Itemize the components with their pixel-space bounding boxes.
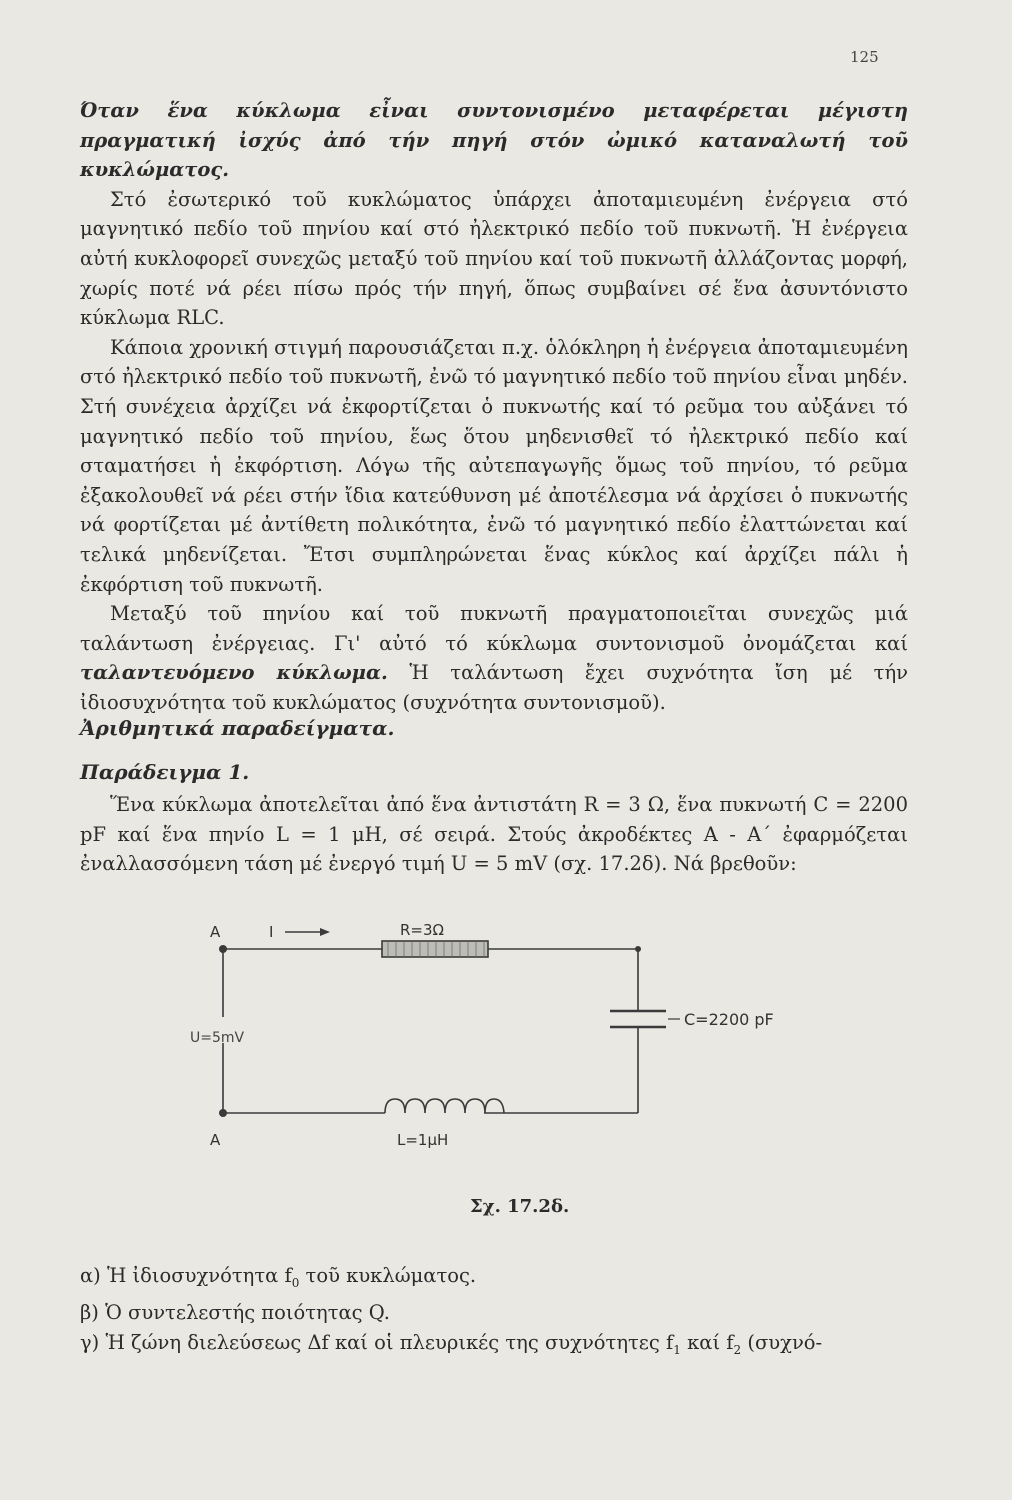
- circuit-diagram: [190, 905, 830, 1159]
- terminal-bottom-label: A: [210, 1131, 221, 1149]
- junction-top-right: [635, 946, 641, 952]
- current-arrow-head: [320, 928, 330, 936]
- question-c: [80, 1328, 908, 1365]
- question-a: [80, 1261, 908, 1298]
- question-a-suffix: τοῦ κυκλώματος.: [299, 1264, 477, 1287]
- question-c-subscript-2: 2: [733, 1342, 742, 1357]
- capacitor-label: C=2200 pF: [684, 1010, 774, 1029]
- voltage-label: U=5mV: [190, 1030, 245, 1046]
- oscillating-circuit-term: ταλαντευόμενο κύκλωμα.: [80, 661, 388, 685]
- resistor-label: R=3Ω: [400, 921, 444, 939]
- terminal-top-dot: [219, 945, 227, 953]
- oscillation-text-start: Μεταξύ τοῦ πηνίου καί τοῦ πυκνωτῆ πραγματοποιεῖται συνεχῶς μιά ταλάντωση ἐνέργειας. Γι' αὐτό τό κύκλωμα συντονισμοῦ ὀνομάζεται καί: [80, 602, 908, 655]
- resistor-symbol: [382, 941, 488, 957]
- paragraph-energy-exchange: Κάποια χρονική στιγμή παρουσιάζεται π.χ. ὁλόκληρη ἡ ἐνέργεια ἀποταμιευμένη στό ἠλεκτρικό πεδίο τοῦ πυκνωτῆ, ἐνῶ τό μαγνητικό πεδίο τοῦ πηνίου εἶναι μηδέν. Στή συνέχεια ἀρχίζει νά ἐκφορτίζεται ὁ πυκνωτής καί τό ρεῦμα του αὐξάνει τό μαγνητικό πεδίο τοῦ πηνίου, ἕως ὅτου μηδενισθεῖ τό ἠλεκτρικό πεδίο καί σταματήσει ἡ ἐκφόρτιση. Λόγω τῆς αὐτεπαγωγῆς ὅμως τοῦ πηνίου, τό ρεῦμα ἐξακολουθεῖ νά ρέει στήν ἴδια κατεύθυνση μέ ἀποτέλεσμα νά ἀρχίσει ὁ πυκνωτής νά φορτίζεται μέ ἀντίθετη πολικότητα, ἐνῶ τό μαγνητικό πεδίο ἐλαττώνεται καί τελικά μηδενίζεται. Ἔτσι συμπληρώνεται ἕνας κύκλος καί ἀρχίζει πάλι ἡ ἐκφόρτιση τοῦ πυκνωτῆ.: [80, 335, 908, 596]
- example-1-text: Ἕνα κύκλωμα ἀποτελεῖται ἀπό ἕνα ἀντιστάτη R = 3 Ω, ἕνα πυκνωτή C = 2200 pF καί ἕνα πηνίο L = 1 μH, σέ σειρά. Στούς ἀκροδέκτες Α - Α΄ ἐφαρμόζεται ἐναλλασσόμενη τάση μέ ἐνεργό τιμή U = 5 mV (σχ. 17.2δ). Νά βρεθοῦν:: [80, 793, 908, 876]
- terminal-top-label: A: [210, 923, 221, 941]
- question-c-suffix: (συχνό-: [741, 1330, 823, 1354]
- figure-caption: Σχ. 17.2δ.: [470, 1196, 570, 1217]
- paragraph-energy-storage: Στό ἐσωτερικό τοῦ κυκλώματος ὑπάρχει ἀποταμιευμένη ἐνέργεια στό μαγνητικό πεδίο τοῦ πηνίου καί στό ἠλεκτρικό πεδίο τοῦ πυκνωτῆ. Ἡ ἐνέργεια αὐτή κυκλοφορεῖ συνεχῶς μεταξύ τοῦ πηνίου καί τοῦ πυκνωτῆ ἀλλάζοντας μορφή, χωρίς ποτέ νά ρέει πίσω πρός τήν πηγή, ὅπως συμβαίνει σέ ἕνα ἀσυντόνιστο κύκλωμα RLC.: [80, 187, 908, 330]
- question-c-mid: καί f: [680, 1330, 734, 1354]
- heading-example-1: Παράδειγμα 1.: [80, 760, 250, 784]
- inductor-symbol: [385, 1099, 504, 1113]
- key-statement: Όταν ἕνα κύκλωμα εἶναι συντονισμένο μεταφέρεται μέγιστη πραγματική ἰσχύς ἀπό τήν πηγή στόν ὠμικό καταναλωτή τοῦ κυκλώματος.: [80, 99, 908, 182]
- question-a-text: α) Ἡ ἰδιοσυχνότητα f: [80, 1264, 292, 1287]
- heading-numerical-examples: Ἀριθμητικά παραδείγματα.: [80, 716, 395, 740]
- paragraph-oscillation: [80, 599, 908, 717]
- intro-section: [80, 96, 908, 717]
- question-c-text: γ) Ἡ ζώνη διελεύσεως Δf καί οἱ πλευρικές της συχνότητες f: [80, 1330, 674, 1354]
- circuit-svg: [190, 905, 830, 1155]
- oscillation-text-end: Ἡ ταλάντωση ἔχει συχνότητα ἴση μέ τήν ἰδιοσυχνότητα τοῦ κυκλώματος (συχνότητα συντονισμοῦ).: [80, 661, 908, 714]
- question-b: β) Ὁ συντελεστής ποιότητας Q.: [80, 1300, 391, 1324]
- current-label: I: [269, 923, 274, 941]
- question-c-subscript-1: 1: [673, 1342, 681, 1357]
- terminal-bottom-dot: [219, 1109, 227, 1117]
- inductor-label: L=1μH: [397, 1131, 449, 1149]
- question-list: [80, 1261, 908, 1365]
- question-a-subscript: 0: [291, 1275, 300, 1290]
- page-number: 125: [850, 48, 879, 66]
